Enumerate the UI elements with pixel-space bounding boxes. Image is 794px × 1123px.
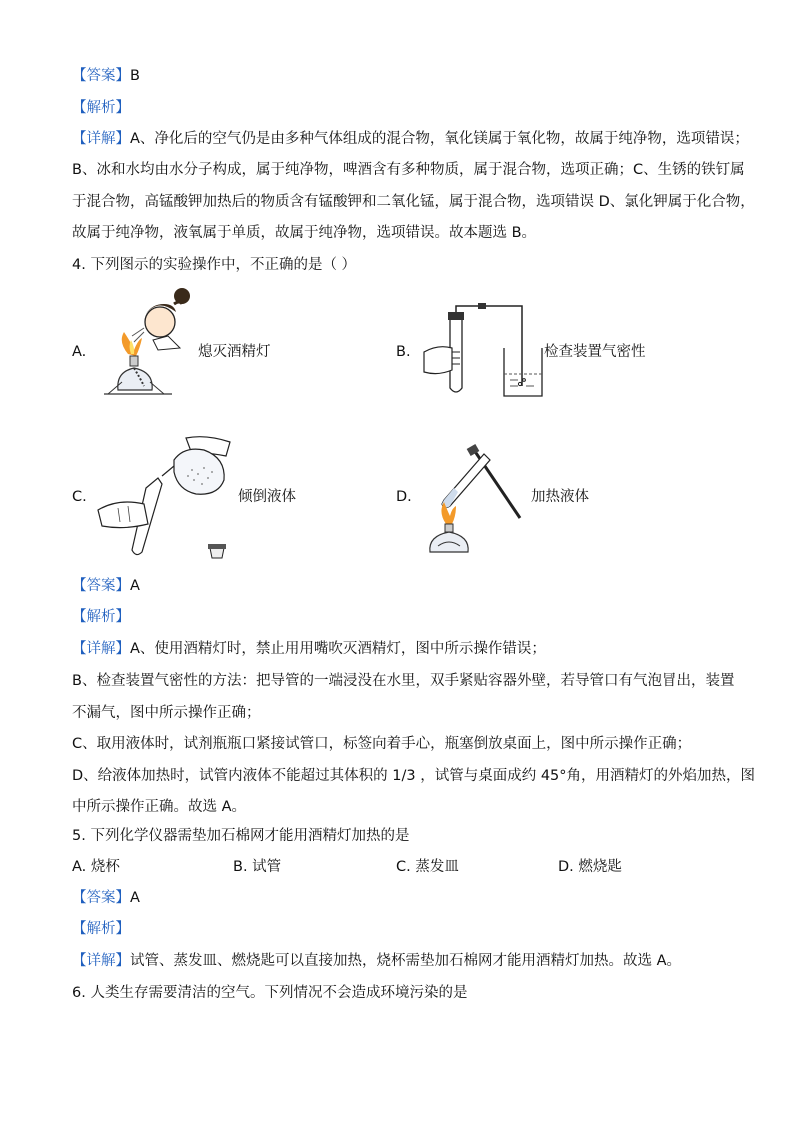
q4-detail-line-2: B、检查装置气密性的方法：把导管的一端浸没在水里，双手紧贴容器外壁，若导管口有气泡冒出，装置 (72, 673, 735, 689)
answer-tag: 【答案】 (72, 578, 130, 594)
q4-option-a-caption: 熄灭酒精灯 (198, 344, 271, 360)
analysis-tag: 【解析】 (72, 609, 130, 625)
answer-tag: 【答案】 (72, 890, 130, 906)
q4-option-b-caption: 检查装置气密性 (544, 344, 646, 360)
q5-detail (72, 951, 681, 971)
analysis-tag: 【解析】 (72, 921, 130, 937)
q4-option-c-caption: 倾倒液体 (238, 489, 296, 505)
detail-text: 试管、蒸发皿、燃烧匙可以直接加热，烧杯需垫加石棉网才能用酒精灯加热。故选 A。 (130, 953, 682, 969)
q4-option-d-caption: 加热液体 (531, 489, 589, 505)
q4-answer (72, 576, 140, 596)
answer-value: A (130, 578, 140, 594)
q4-option-d-letter: D. (396, 489, 412, 505)
q3-answer (72, 66, 140, 86)
q5-option-c: C. 蒸发皿 (396, 859, 459, 875)
figure-extinguish-lamp (98, 282, 198, 422)
q5-option-a: A. 烧杯 (72, 859, 120, 875)
figure-airtightness-check (418, 300, 543, 400)
q4-detail-line-1 (72, 639, 546, 659)
q5-option-b: B. 试管 (233, 859, 282, 875)
q3-analysis-tag (72, 98, 130, 118)
answer-value: A (130, 890, 140, 906)
q3-detail-line-3: 于混合物，高锰酸钾加热后的物质含有锰酸钾和二氧化锰，属于混合物，选项错误 D、氯化钾属于化合物， (72, 194, 755, 210)
q5-answer (72, 888, 140, 908)
detail-text: A、净化后的空气仍是由多种气体组成的混合物，氧化镁属于氧化物，故属于纯净物，选项错误； (130, 131, 749, 147)
q3-detail-line-2: B、冰和水均由水分子构成，属于纯净物，啤酒含有多种物质，属于混合物，选项正确；C、生锈的铁钉属 (72, 162, 745, 178)
figure-heat-liquid (414, 442, 529, 557)
q4-question: 4. 下列图示的实验操作中，不正确的是（ ） (72, 257, 357, 273)
q4-analysis-tag (72, 607, 130, 627)
detail-tag: 【详解】 (72, 131, 130, 147)
detail-text: A、使用酒精灯时，禁止用用嘴吹灭酒精灯，图中所示操作错误； (130, 641, 546, 657)
q4-detail-line-6: 中所示操作正确。故选 A。 (72, 799, 247, 815)
detail-tag: 【详解】 (72, 953, 130, 969)
q5-question: 5. 下列化学仪器需垫加石棉网才能用酒精灯加热的是 (72, 828, 410, 844)
figure-pour-liquid (96, 432, 236, 562)
q6-question: 6. 人类生存需要清洁的空气。下列情况不会造成环境污染的是 (72, 985, 468, 1001)
q4-detail-line-4: C、取用液体时，试剂瓶瓶口紧接试管口，标签向着手心，瓶塞倒放桌面上，图中所示操作正确； (72, 736, 692, 752)
q4-option-b-letter: B. (396, 344, 411, 360)
q3-detail-line-4: 故属于纯净物，液氧属于单质，故属于纯净物，选项错误。故本题选 B。 (72, 225, 537, 241)
analysis-tag: 【解析】 (72, 100, 130, 116)
q3-detail-line-1 (72, 129, 749, 149)
q4-detail-line-5: D、给液体加热时，试管内液体不能超过其体积的 1/3 ，试管与桌面成约 45°角，用酒精灯的外焰加热，图 (72, 768, 756, 784)
q4-detail-line-3: 不漏气，图中所示操作正确； (72, 705, 261, 721)
q5-analysis-tag (72, 919, 130, 939)
q4-option-a-letter: A. (72, 344, 87, 360)
answer-tag: 【答案】 (72, 68, 130, 84)
detail-tag: 【详解】 (72, 641, 130, 657)
q5-option-d: D. 燃烧匙 (558, 859, 622, 875)
answer-value: B (130, 68, 140, 84)
q4-option-c-letter: C. (72, 489, 87, 505)
